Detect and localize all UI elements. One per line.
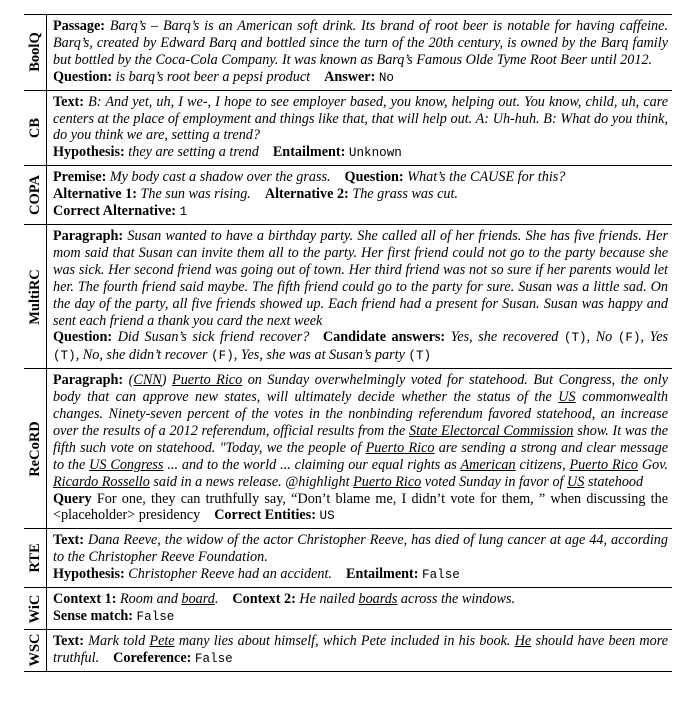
cb-text: B: And yet, uh, I we-, I hope to see employer based, you know, helping out. You know, child, uh, care centers at the place of employment and things like that, that will help out. A: Uh-huh. B: What do you think, do you think we are, setting a trend? xyxy=(53,93,669,144)
target-word: board xyxy=(181,591,215,608)
hypothesis-text: they are setting a trend xyxy=(128,144,259,161)
row-label: MultiRC xyxy=(24,225,47,368)
entailment-value: Unknown xyxy=(348,146,402,161)
row-label: COPA xyxy=(24,166,47,224)
answer-value: No xyxy=(378,70,394,85)
rte-text: Dana Reeve, the widow of the actor Christopher Reeve, has died of lung cancer at age 44, according to the Christopher Reeve Foundation. xyxy=(53,532,668,566)
row-label: BoolQ xyxy=(24,15,47,90)
row-label: WSC xyxy=(24,630,47,671)
entity: Ricardo Rossello xyxy=(53,473,150,490)
row-wsc xyxy=(24,630,672,672)
correct-entities: US xyxy=(319,509,335,524)
row-label: CB xyxy=(24,91,47,166)
row-rte xyxy=(24,529,672,588)
entity: Puerto Rico xyxy=(365,439,435,456)
row-content: Text: B: And yet, uh, I we-, I hope to see employer based, you know, helping out. You know, child, uh, care centers at the place of employment and things like that, that will help out. A: Uh-huh. B: What do you think, do you think we are, setting a trend? Hypothesis: they are setting a trend Entailment: Unknown xyxy=(53,93,669,161)
passage-text: Barq’s – Barq’s is an American soft drink. Its brand of root beer is notable for having caffeine. Barq’s, created by Edward Barq and bottled since the turn of the 20th century, is owned by the Barq family but bottled by the Coca-Cola Company. It was known as Barq’s Famous Olde Tyme Root Beer until 2012. xyxy=(53,18,668,68)
entity: US Congress xyxy=(89,456,164,473)
row-content: Paragraph: (CNN) Puerto Rico on Sunday overwhelmingly voted for statehood. But Congress, the only body that can approve new states, will ultimately decide whether the status of the US commonwealth changes. Ninety-seven percent of the votes in the nonbinding referendum favored statehood, an increase over the results of a 2012 referendum, official results from the State Electorcal Commission show. It was the fifth such vote on statehood. "Today, we the people of Puerto Rico are sending a strong and clear message to the US Congress ... and to the world ... claiming our equal rights as American citizens, Puerto Rico Gov. Ricardo Rossello said in a news release. @highlight Puerto Rico voted Sunday in favor of US statehood Query For one, they can truthfully say, “Don’t blame me, I didn’t vote for them, ” when discussing the <placeholder> presidency Correct Entities: US xyxy=(53,372,669,524)
coreference-value: False xyxy=(194,651,233,666)
question-text: is barq’s root beer a pepsi product xyxy=(115,68,311,85)
correct-alternative: 1 xyxy=(179,205,188,220)
entailment-value: False xyxy=(422,568,460,583)
entity: American xyxy=(460,456,516,473)
row-content: Premise: My body cast a shadow over the grass. Question: What’s the CAUSE for this? Alternative 1: The sun was rising. Alternative 2: The grass was cut. Correct Alternative: 1 xyxy=(53,169,566,220)
query-text: For one, they can truthfully say, “Don’t blame me, I didn’t vote for them, ” when discussing the <placeholder> presidency xyxy=(53,490,669,524)
wsc-text: Mark told Pete many lies about himself, which Pete included in his book. He should have been more truthful. xyxy=(53,632,669,666)
row-label: WiC xyxy=(24,588,47,629)
row-record xyxy=(24,369,672,529)
entity: Puerto Rico xyxy=(569,456,639,473)
target-word: boards xyxy=(358,591,398,608)
entity: Pete xyxy=(149,632,175,649)
row-multirc xyxy=(24,225,672,369)
row-content: Text: Mark told Pete many lies about himself, which Pete included in his book. He should have been more truthful. Coreference: False xyxy=(53,632,669,666)
entity: State Electorcal Commission xyxy=(409,422,574,439)
entity: CNN xyxy=(133,372,162,389)
row-label: ReCoRD xyxy=(24,369,47,528)
question-text: Did Susan’s sick friend recover? xyxy=(117,329,310,346)
question-text: What’s the CAUSE for this? xyxy=(407,169,566,186)
row-content: Context 1: Room and board. Context 2: He nailed boards across the windows. Sense match: False xyxy=(53,591,516,624)
entity: Puerto Rico xyxy=(172,372,243,389)
alternative-2: The grass was cut. xyxy=(352,186,458,203)
alternative-1: The sun was rising. xyxy=(140,186,251,203)
row-content: Text: Dana Reeve, the widow of the actor Christopher Reeve, has died of lung cancer at age 44, according to the Christopher Reeve Foundation. Hypothesis: Christopher Reeve had an accident. Entailment: False xyxy=(53,532,668,583)
context-1: Room and board. xyxy=(119,591,219,608)
hypothesis-text: Christopher Reeve had an accident. xyxy=(128,566,332,583)
sense-match-value: False xyxy=(136,610,175,624)
pronoun: He xyxy=(514,632,532,649)
entity: US xyxy=(558,389,576,406)
row-wic xyxy=(24,588,672,630)
row-label: RTE xyxy=(24,529,47,587)
row-boolq xyxy=(24,14,672,91)
row-content: Passage: Barq’s – Barq’s is an American soft drink. Its brand of root beer is notable for having caffeine. Barq’s, created by Edward Barq and bottled since the turn of the 20th century, is owned by the Barq family but bottled by the Coca-Cola Company. It was known as Barq’s Famous Olde Tyme Root Beer until 2012. Question: is barq’s root beer a pepsi product Answer: No xyxy=(53,18,668,85)
examples-table xyxy=(24,14,672,672)
row-content: Paragraph: Susan wanted to have a birthday party. She called all of her friends. She has five friends. Her mom said that Susan can invite them all to the party. Her first friend could not go to the party because she was sick. Her second friend was going out of town. Her third friend was not so sure if her parents would let her. The fourth friend said maybe. The fifth friend could go to the party for sure. Susan was a little sad. On the day of the party, all five friends showed up. Each friend had a present for Susan. Susan was happy and sent each friend a thank you card the next week Question: Did Susan’s sick friend recover? Candidate answers: Yes, she recovered (T), No (F), Yes (T), No, she didn’t recover (F), Yes, she was at Susan’s party (T) xyxy=(53,227,669,364)
context-2: He nailed boards across the windows. xyxy=(299,591,516,608)
row-cb xyxy=(24,91,672,167)
premise-text: My body cast a shadow over the grass. xyxy=(109,169,331,186)
entity: US xyxy=(567,473,585,490)
row-copa xyxy=(24,166,672,225)
entity: Puerto Rico xyxy=(353,473,422,490)
paragraph-text: (CNN) Puerto Rico on Sunday overwhelmingly voted for statehood. But Congress, the only body that can approve new states, will ultimately decide whether the status of the US commonwealth changes. Ninety-seven percent of the votes in the nonbinding referendum favored statehood, an increase over the results of a 2012 referendum, official results from the State Electorcal Commission show. It was the fifth such vote on statehood. "Today, we the people of Puerto Rico are sending a strong and clear message to the US Congress ... and to the world ... claiming our equal rights as American citizens, Puerto Rico Gov. Ricardo Rossello said in a news release. @highlight Puerto Rico voted Sunday in favor of US statehood xyxy=(53,372,669,490)
paragraph-text: Susan wanted to have a birthday party. She called all of her friends. She has five friends. Her mom said that Susan can invite them all to the party. Her first friend could not go to the party because she was sick. Her second friend was going out of town. Her third friend was not so sure if her parents would let her. The fourth friend said maybe. The fifth friend could go to the party for sure. Susan was a little sad. On the day of the party, all five friends showed up. Each friend had a present for Susan. Susan was happy and sent each friend a thank you card the next week xyxy=(53,227,668,329)
